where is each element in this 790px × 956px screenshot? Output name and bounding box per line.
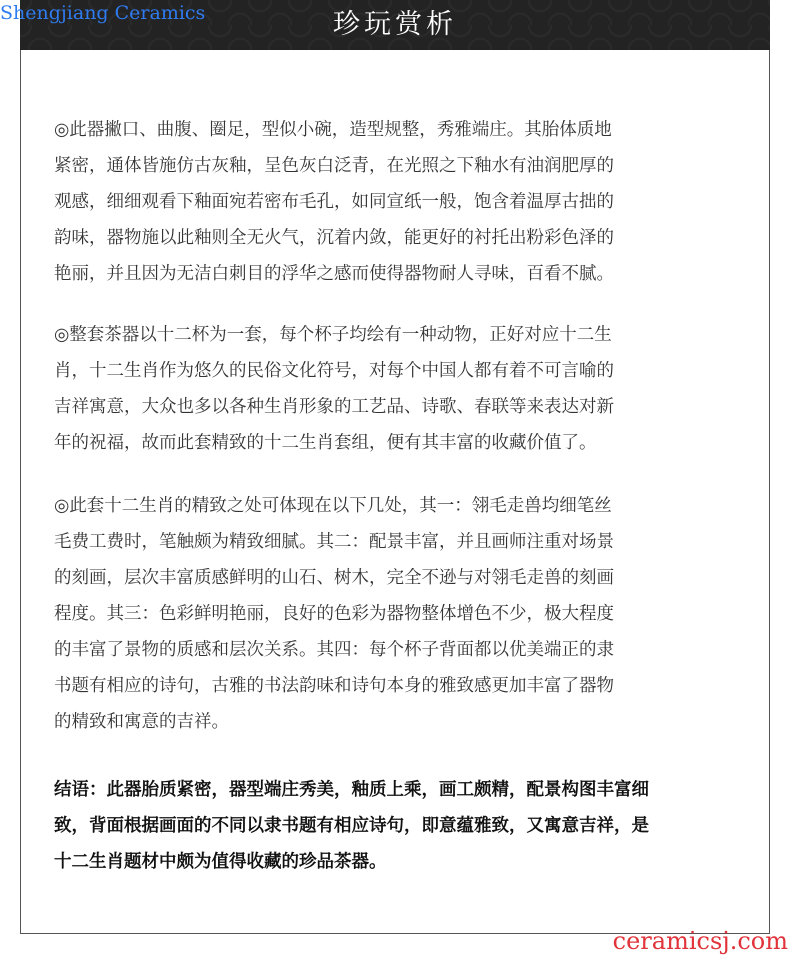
text-line: 书题有相应的诗句，古雅的书法韵味和诗句本身的雅致感更加丰富了器物 — [54, 676, 614, 696]
text-line: 艳丽，并且因为无洁白刺目的浮华之感而使得器物耐人寻味，百看不腻。 — [54, 264, 614, 284]
site-watermark: ceramicsj.com — [612, 927, 788, 955]
text-line: 吉祥寓意，大众也多以各种生肖形象的工艺品、诗歌、春联等来表达对新 — [54, 397, 614, 417]
text-line: 程度。其三：色彩鲜明艳丽，良好的色彩为器物整体增色不少，极大程度 — [54, 604, 614, 624]
text-line: 致，背面根据画面的不同以隶书题有相应诗句，即意蕴雅致，又寓意吉祥，是 — [54, 816, 649, 836]
text-line: ◎整套茶器以十二杯为一套，每个杯子均绘有一种动物，正好对应十二生 — [54, 325, 612, 345]
paragraph-zodiac-set — [54, 317, 754, 461]
text-line: 韵味，器物施以此釉则全无火气，沉着内敛，能更好的衬托出粉彩色泽的 — [54, 228, 614, 248]
paragraph-glaze — [54, 112, 754, 292]
content-panel — [20, 50, 770, 934]
text-line: 结语：此器胎质紧密，器型端庄秀美，釉质上乘，画工颇精，配景构图丰富细 — [54, 780, 649, 800]
text-line: 毛费工费时，笔触颇为精致细腻。其二：配景丰富，并且画师注重对场景 — [54, 532, 614, 552]
text-line: 的丰富了景物的质感和层次关系。其四：每个杯子背面都以优美端正的隶 — [54, 640, 614, 660]
paragraph-details — [54, 488, 754, 740]
text-line: 十二生肖题材中颇为值得收藏的珍品茶器。 — [54, 852, 387, 872]
page-title: 珍玩赏析 — [333, 9, 457, 40]
text-line: 肖，十二生肖作为悠久的民俗文化符号，对每个中国人都有着不可言喻的 — [54, 361, 614, 381]
text-line: 观感，细细观看下釉面宛若密布毛孔，如同宣纸一般，饱含着温厚古拙的 — [54, 192, 614, 212]
text-line: 年的祝福，故而此套精致的十二生肖套组，便有其丰富的收藏价值了。 — [54, 433, 597, 453]
paragraph-conclusion — [54, 772, 754, 880]
brand-watermark: Shengjiang Ceramics — [0, 2, 206, 24]
text-line: 的精致和寓意的吉祥。 — [54, 712, 229, 732]
text-line: ◎此套十二生肖的精致之处可体现在以下几处，其一：翎毛走兽均细笔丝 — [54, 496, 612, 516]
text-line: ◎此器撇口、曲腹、圈足，型似小碗，造型规整，秀雅端庄。其胎体质地 — [54, 120, 612, 140]
text-line: 的刻画，层次丰富质感鲜明的山石、树木，完全不逊与对翎毛走兽的刻画 — [54, 568, 614, 588]
text-line: 紧密，通体皆施仿古灰釉，呈色灰白泛青，在光照之下釉水有油润肥厚的 — [54, 156, 614, 176]
